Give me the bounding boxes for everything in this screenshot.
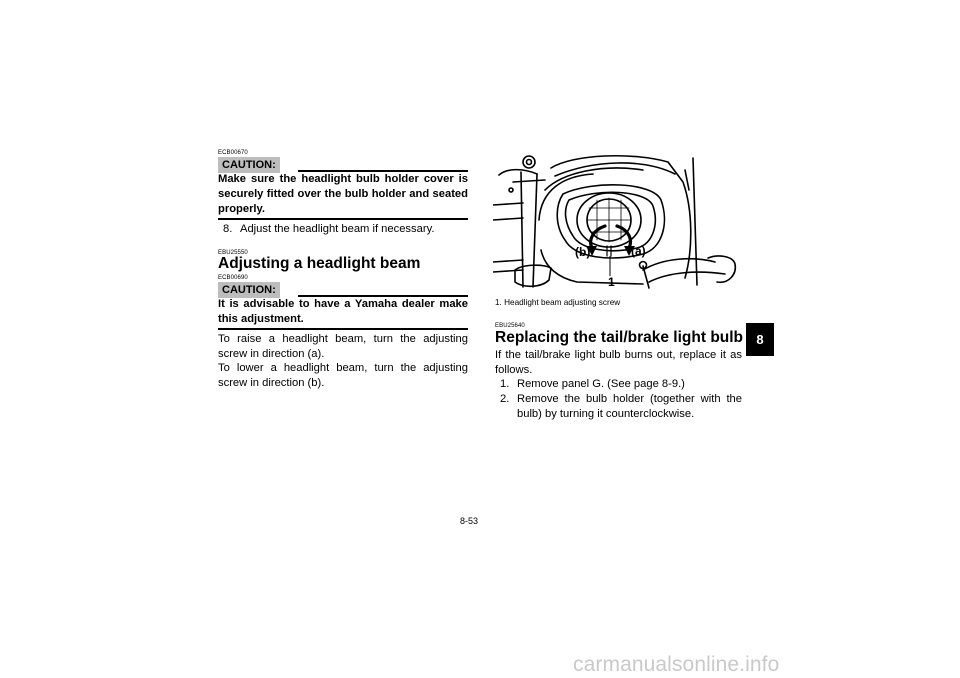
caution-code-1: ECB00670 xyxy=(218,150,248,156)
section-code-tail: EBU25640 xyxy=(495,323,525,329)
caution-label-1: CAUTION: xyxy=(218,157,280,173)
callout-1: 1 xyxy=(608,275,615,289)
section-code-adjust: EBU25550 xyxy=(218,250,248,256)
headlight-illustration xyxy=(493,150,741,295)
chapter-tab: 8 xyxy=(746,323,774,356)
paragraph-lower-beam: To lower a headlight beam, turn the adjusting screw in direction (b). xyxy=(218,362,468,389)
caution-end-rule-1 xyxy=(218,218,468,220)
paragraph-raise-beam: To raise a headlight beam, turn the adjusting screw in direction (a). xyxy=(218,333,468,360)
caution-text-1: Make sure the headlight bulb holder cover is securely fitted over the bulb holder and seated properly. xyxy=(218,173,468,215)
direction-b-label: (b) xyxy=(575,245,591,259)
caution-label-2: CAUTION: xyxy=(218,282,280,298)
figure-caption: 1. Headlight beam adjusting screw xyxy=(495,298,621,307)
caution-end-rule-2 xyxy=(218,328,468,330)
step-2-number: 2. xyxy=(500,393,510,405)
step-8 xyxy=(223,222,468,237)
caution-code-2: ECB00690 xyxy=(218,275,248,281)
step-8-text: Adjust the headlight beam if necessary. xyxy=(240,223,435,235)
heading-replacing-tail-bulb: Replacing the tail/brake light bulb xyxy=(495,329,744,346)
step-1 xyxy=(500,377,742,392)
page-number: 8-53 xyxy=(460,516,479,526)
heading-adjusting-beam: Adjusting a headlight beam xyxy=(218,255,421,272)
step-2-text: Remove the bulb holder (together with the bulb) by turning it counterclockwise. xyxy=(517,393,742,420)
step-2 xyxy=(500,392,742,422)
step-1-text: Remove panel G. (See page 8-9.) xyxy=(517,378,685,390)
step-1-number: 1. xyxy=(500,378,510,390)
watermark: carmanualsonline.info xyxy=(573,653,780,676)
paragraph-tail-intro: If the tail/brake light bulb burns out, replace it as follows. xyxy=(495,349,742,376)
direction-a-label: (a) xyxy=(631,244,646,258)
caution-text-2: It is advisable to have a Yamaha dealer make this adjustment. xyxy=(218,298,468,325)
headlight-figure xyxy=(493,150,741,295)
step-8-number: 8. xyxy=(223,223,233,235)
